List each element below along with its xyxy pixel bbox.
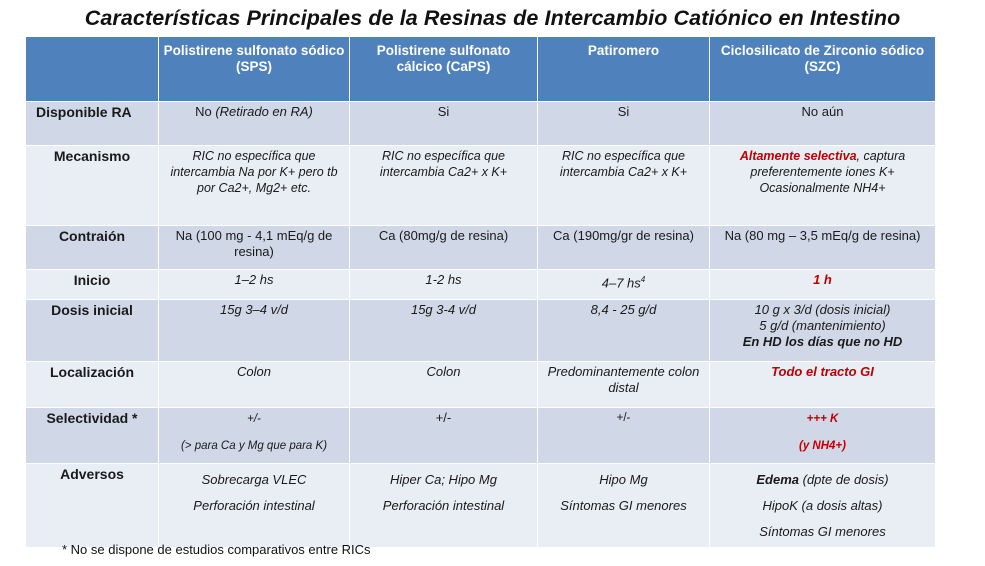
row-label: Selectividad * xyxy=(26,408,159,464)
cell-szc: 10 g x 3/d (dosis inicial) 5 g/d (mantenimiento) En HD los días que no HD xyxy=(710,300,936,362)
header-sps: Polistirene sulfonato sódico (SPS) xyxy=(159,37,350,102)
cell-caps: Si xyxy=(350,102,538,146)
row-label: Dosis inicial xyxy=(26,300,159,362)
table-row-localizacion xyxy=(26,362,936,408)
cell-patiromero: Si xyxy=(538,102,710,146)
cell-szc: Todo el tracto GI xyxy=(710,362,936,408)
cell-sps: Colon xyxy=(159,362,350,408)
cell-patiromero: Hipo Mg Síntomas GI menores xyxy=(538,464,710,548)
cell-caps: RIC no específica que intercambia Ca2+ x K+ xyxy=(350,146,538,226)
header-caps: Polistirene sulfonato cálcico (CaPS) xyxy=(350,37,538,102)
table-title: Características Principales de la Resinas de Intercambio Catiónico en Intestino xyxy=(84,6,901,30)
row-label: Inicio xyxy=(26,270,159,300)
table-row-inicio xyxy=(26,270,936,300)
table-row-contraion xyxy=(26,226,936,270)
row-label: Contraión xyxy=(26,226,159,270)
row-label: Localización xyxy=(26,362,159,408)
table-row-dosis xyxy=(26,300,936,362)
cell-caps: 15g 3-4 v/d xyxy=(350,300,538,362)
cell-caps: 1-2 hs xyxy=(350,270,538,300)
header-empty xyxy=(26,37,159,102)
cell-szc: +++ K (y NH4+) xyxy=(710,408,936,464)
cell-sps: No (Retirado en RA) xyxy=(159,102,350,146)
table-row-selectividad xyxy=(26,408,936,464)
cell-sps: 1–2 hs xyxy=(159,270,350,300)
cell-szc: No aún xyxy=(710,102,936,146)
cell-patiromero: 8,4 - 25 g/d xyxy=(538,300,710,362)
cell-patiromero: +/- xyxy=(538,408,710,464)
cell-caps: +/- xyxy=(350,408,538,464)
cell-sps: 15g 3–4 v/d xyxy=(159,300,350,362)
cell-szc: Altamente selectiva, captura preferentemente iones K+ Ocasionalmente NH4+ xyxy=(710,146,936,226)
cell-sps: RIC no específica que intercambia Na por K+ pero tb por Ca2+, Mg2+ etc. xyxy=(159,146,350,226)
table-row-mecanismo xyxy=(26,146,936,226)
cell-szc: Na (80 mg – 3,5 mEq/g de resina) xyxy=(710,226,936,270)
cell-caps: Colon xyxy=(350,362,538,408)
cell-caps: Hiper Ca; Hipo Mg Perforación intestinal xyxy=(350,464,538,548)
cell-szc: 1 h xyxy=(710,270,936,300)
table-row-adversos xyxy=(26,464,936,548)
row-label: Mecanismo xyxy=(26,146,159,226)
cell-patiromero: 4–7 $hs^4$ xyxy=(538,270,710,300)
cell-sps: Sobrecarga VLEC Perforación intestinal xyxy=(159,464,350,548)
header-patiromero: Patiromero xyxy=(538,37,710,102)
cell-sps: Na (100 mg - 4,1 mEq/g de resina) xyxy=(159,226,350,270)
cell-sps: +/- (> para Ca y Mg que para K) xyxy=(159,408,350,464)
cell-szc: Edema (dpte de dosis) HipoK (a dosis altas) Síntomas GI menores xyxy=(710,464,936,548)
cell-patiromero: RIC no específica que intercambia Ca2+ x K+ xyxy=(538,146,710,226)
header-row xyxy=(26,37,936,102)
header-szc: Ciclosilicato de Zirconio sódico (SZC) xyxy=(710,37,936,102)
cell-caps: Ca (80mg/g de resina) xyxy=(350,226,538,270)
row-label: Adversos xyxy=(26,464,159,548)
footnote: * No se dispone de estudios comparativos entre RICs xyxy=(62,542,371,557)
cell-patiromero: Ca (190mg/gr de resina) xyxy=(538,226,710,270)
resin-comparison-table xyxy=(25,36,936,548)
row-label: Disponible RA xyxy=(26,102,159,146)
table-row-disponible xyxy=(26,102,936,146)
cell-patiromero: Predominantemente colon distal xyxy=(538,362,710,408)
